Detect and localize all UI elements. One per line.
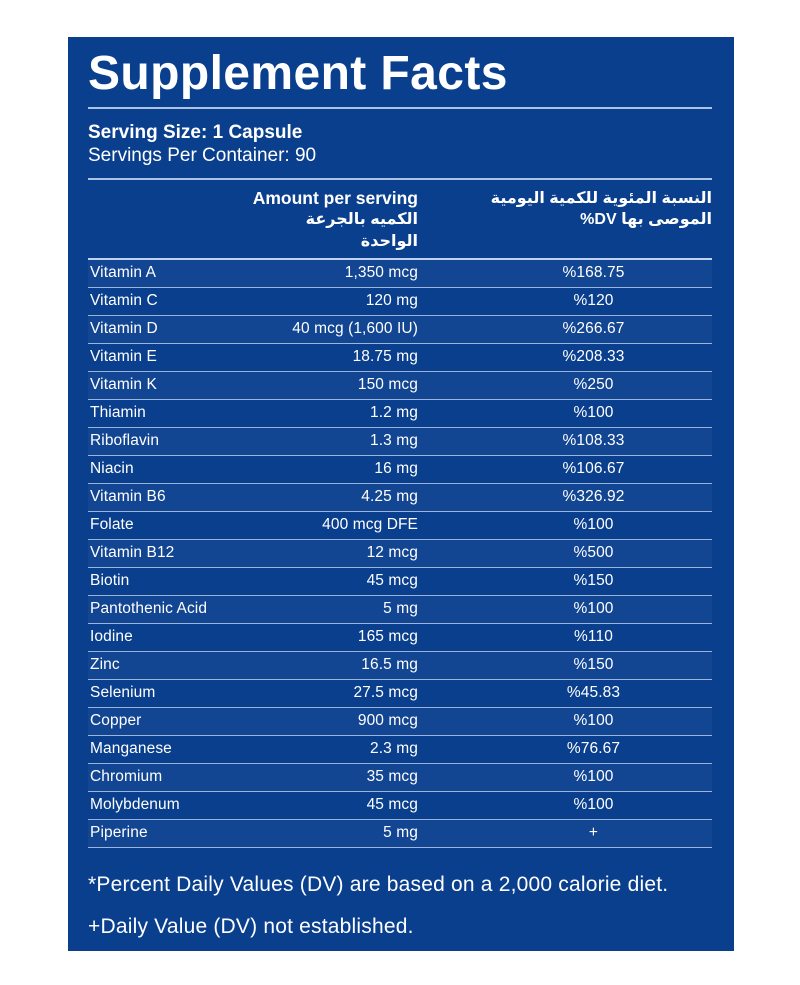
table-row [88, 708, 712, 736]
nutrient-dv: %250 [573, 376, 614, 394]
table-row [88, 512, 712, 540]
table-row [88, 652, 712, 680]
nutrient-dv: %100 [573, 796, 614, 814]
nutrient-name: Vitamin C [90, 292, 158, 310]
divider [88, 258, 712, 260]
table-row [88, 736, 712, 764]
nutrient-amount: 45 mcg [366, 796, 418, 814]
divider [88, 178, 712, 180]
footnotes [88, 872, 712, 940]
nutrient-amount: 1.2 mg [370, 404, 418, 422]
column-header-amount-en: Amount per serving [252, 187, 418, 208]
page-title: Supplement Facts [88, 47, 508, 100]
nutrient-name: Biotin [90, 572, 130, 590]
nutrient-name: Molybdenum [90, 796, 180, 814]
nutrient-dv: %208.33 [562, 348, 625, 366]
nutrient-dv: %100 [573, 404, 614, 422]
nutrient-dv: %100 [573, 600, 614, 618]
nutrient-dv: %108.33 [562, 432, 625, 450]
nutrient-dv: %150 [573, 656, 614, 674]
nutrient-dv: %100 [573, 516, 614, 534]
table-header [88, 180, 712, 253]
table-row [88, 568, 712, 596]
nutrient-dv: %45.83 [566, 684, 621, 702]
nutrient-name: Selenium [90, 684, 156, 702]
nutrient-dv: %168.75 [562, 264, 625, 282]
nutrient-name: Pantothenic Acid [90, 600, 208, 618]
nutrient-amount: 4.25 mg [361, 488, 418, 506]
nutrient-dv: %100 [573, 712, 614, 730]
table-row [88, 540, 712, 568]
nutrient-amount: 900 mcg [357, 712, 418, 730]
footnote-dv-not-established: +Daily Value (DV) not established. [88, 914, 414, 938]
table-row [88, 456, 712, 484]
nutrient-name: Copper [90, 712, 142, 730]
table-row [88, 372, 712, 400]
nutrient-dv: %326.92 [562, 488, 625, 506]
nutrient-name: Chromium [90, 768, 163, 786]
nutrient-dv: %120 [573, 292, 614, 310]
servings-per-container-text: Servings Per Container: 90 [88, 144, 317, 166]
nutrient-name: Piperine [90, 824, 148, 842]
nutrient-amount: 16.5 mg [361, 656, 418, 674]
nutrient-name: Vitamin K [90, 376, 157, 394]
nutrient-amount: 1,350 mcg [344, 264, 418, 282]
footnote-daily-values: *Percent Daily Values (DV) are based on a 2,000 calorie diet. [88, 872, 669, 896]
nutrient-amount: 12 mcg [366, 544, 418, 562]
nutrient-amount: 150 mcg [357, 376, 418, 394]
table-row [88, 428, 712, 456]
table-row [88, 344, 712, 372]
table-row [88, 316, 712, 344]
column-header-dv [475, 188, 712, 231]
table-row [88, 680, 712, 708]
table-row [88, 624, 712, 652]
serving-size-text: Serving Size: 1 Capsule [88, 121, 303, 143]
nutrient-name: Zinc [90, 656, 120, 674]
nutrient-amount: 120 mg [365, 292, 418, 310]
nutrient-name: Vitamin B6 [90, 488, 166, 506]
nutrient-dv: %500 [573, 544, 614, 562]
table-rows [88, 260, 712, 848]
table-row [88, 484, 712, 512]
nutrient-amount: 400 mcg DFE [322, 516, 418, 534]
nutrient-dv: %106.67 [562, 460, 625, 478]
table-row [88, 400, 712, 428]
table-row [88, 764, 712, 792]
nutrient-dv: + [588, 824, 599, 842]
nutrient-amount: 18.75 mg [352, 348, 418, 366]
table-row [88, 260, 712, 288]
nutrient-amount: 2.3 mg [370, 740, 418, 758]
column-header-dv-line2: الموصى بها DV% [580, 211, 712, 229]
column-header-amount-ar: الكميه بالجرعة الواحدة [305, 210, 418, 250]
nutrient-name: Vitamin D [90, 320, 158, 338]
nutrient-amount: 5 mg [383, 824, 418, 842]
nutrient-dv: %266.67 [562, 320, 625, 338]
table-row [88, 596, 712, 624]
nutrient-name: Manganese [90, 740, 172, 758]
divider [88, 107, 712, 109]
column-header-amount [245, 188, 418, 253]
nutrient-dv: %76.67 [566, 740, 621, 758]
nutrient-name: Iodine [90, 628, 133, 646]
nutrient-amount: 27.5 mcg [353, 684, 418, 702]
table-row [88, 288, 712, 316]
nutrient-name: Riboflavin [90, 432, 160, 450]
nutrient-name: Vitamin E [90, 348, 157, 366]
nutrient-amount: 45 mcg [366, 572, 418, 590]
nutrient-name: Folate [90, 516, 134, 534]
table-row [88, 792, 712, 820]
nutrient-name: Niacin [90, 460, 134, 478]
nutrient-dv: %150 [573, 572, 614, 590]
nutrient-amount: 35 mcg [366, 768, 418, 786]
nutrient-amount: 5 mg [383, 600, 418, 618]
nutrient-amount: 16 mg [374, 460, 418, 478]
nutrient-dv: %100 [573, 768, 614, 786]
nutrient-name: Thiamin [90, 404, 146, 422]
nutrient-dv: %110 [574, 628, 613, 646]
nutrient-amount: 1.3 mg [370, 432, 418, 450]
supplement-facts-panel [68, 37, 734, 951]
nutrient-name: Vitamin B12 [90, 544, 175, 562]
nutrient-amount: 40 mcg (1,600 IU) [292, 320, 418, 338]
column-header-dv-line1: النسبة المئوية للكمية اليومية [490, 189, 712, 207]
nutrient-name: Vitamin A [90, 264, 157, 282]
table-row [88, 820, 712, 848]
nutrient-amount: 165 mcg [357, 628, 418, 646]
